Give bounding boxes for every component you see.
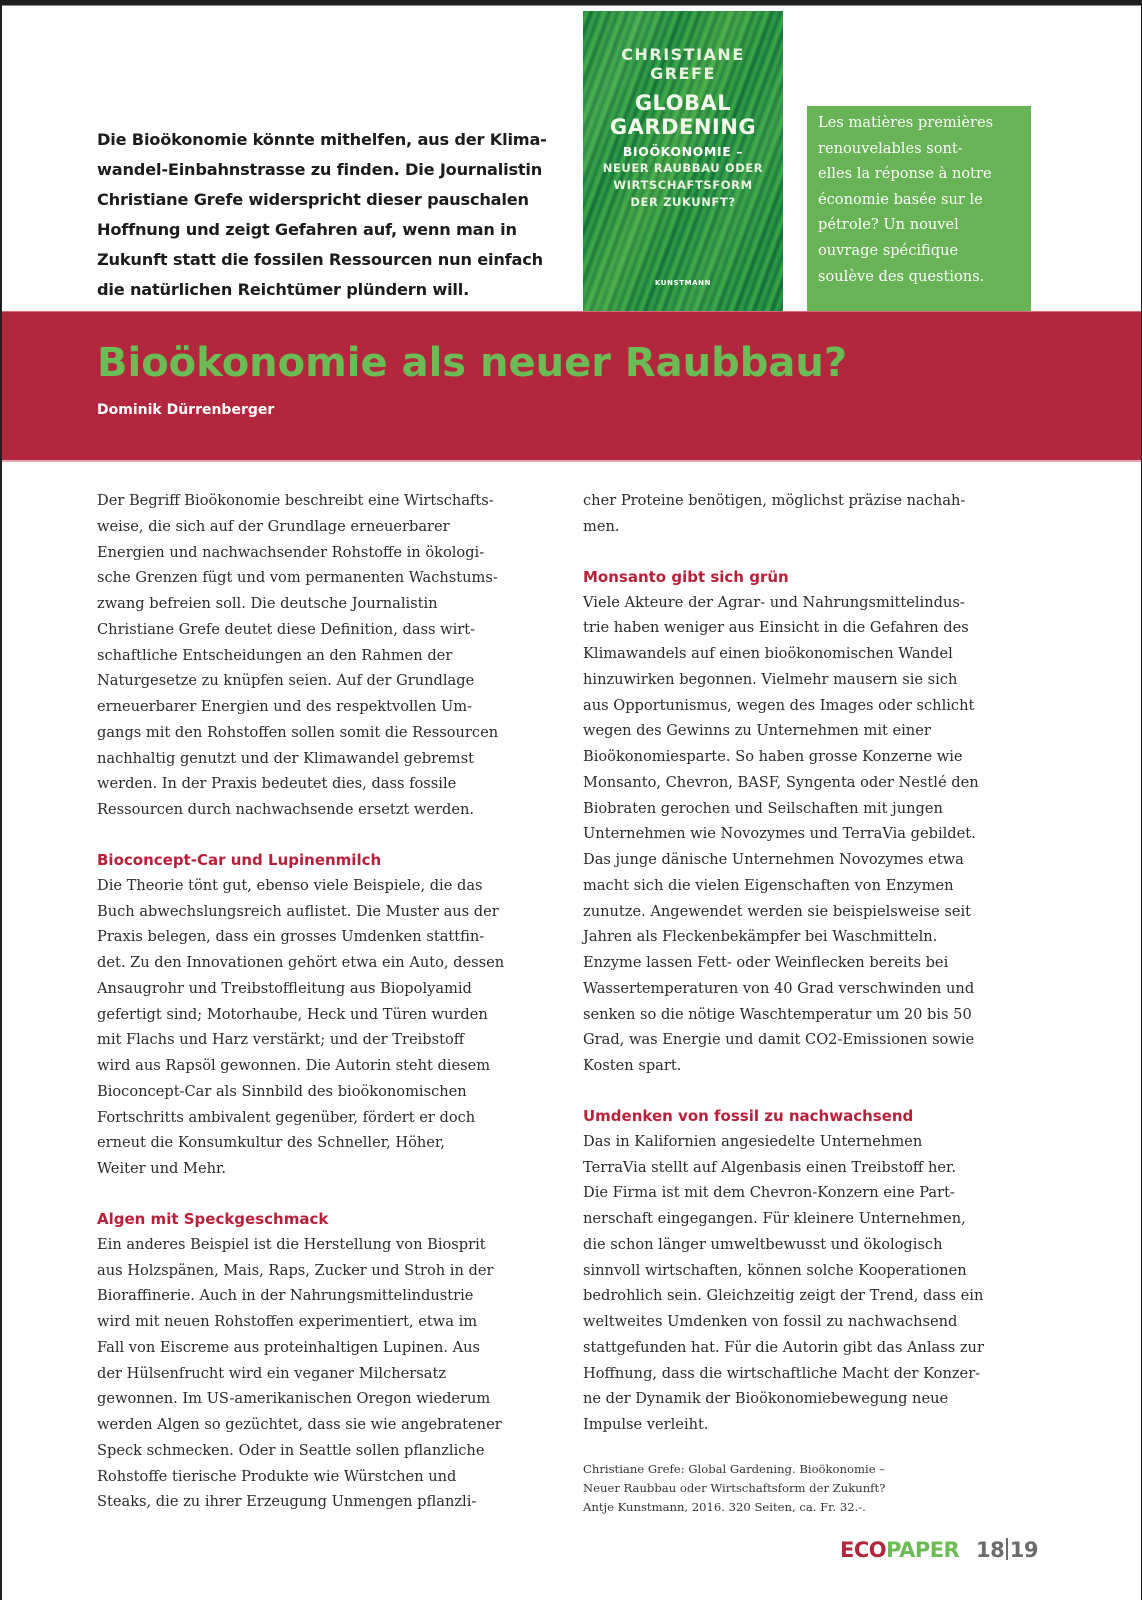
text-line: wird mit neuen Rohstoffen experimentiert, etwa im [97,1313,478,1330]
teaser-line: renouvelables sont- [818,139,963,157]
continuation-paragraph [583,488,1033,540]
text-line: sinnvoll wirtschaften, können solche Kooperationen [583,1261,967,1279]
lead-line: wandel-Einbahnstrasse zu finden. Die Journalistin [97,160,543,179]
book-cover-image [583,11,783,312]
logo-eco: ECO [840,1538,887,1562]
text-line: macht sich die vielen Eigenschaften von Enzymen [583,876,954,894]
text-line: Hoffnung, dass die wirtschaftliche Macht der Konzer- [583,1364,981,1382]
lead-line: Zukunft statt die fossilen Ressourcen nun einfach [97,250,543,269]
book-author-line: CHRISTIANE [621,45,745,64]
book-title-line: GLOBAL [634,91,732,115]
text-line: zwang befreien soll. Die deutsche Journalistin [97,595,438,612]
book-subtitle-line: NEUER RAUBBAU ODER [602,161,764,175]
lead-line: Hoffnung und zeigt Gefahren auf, wenn man in [97,220,517,239]
text-line: Das in Kalifornien angesiedelte Unternehmen [583,1132,923,1150]
text-line: Die Firma ist mit dem Chevron-Konzern eine Part- [583,1184,955,1202]
text-line: Ein anderes Beispiel ist die Herstellung von Biosprit [97,1235,486,1253]
text-line: aus Opportunismus, wegen des Images oder schlicht [583,696,975,714]
text-line: ne der Dynamik der Bioökonomiebewegung neue [583,1390,949,1408]
text-line: weise, die sich auf der Grundlage erneuerbarer [97,517,450,535]
text-line: Praxis belegen, dass ein grosses Umdenken stattfin- [97,928,485,946]
text-line: Kosten spart. [583,1057,682,1074]
text-line: erneut die Konsumkultur des Schneller, Höher, [97,1134,445,1152]
article-headline: Bioökonomie als neuer Raubbau? [97,340,848,386]
text-line: hinzuwirken begonnen. Vielmehr mausern sie sich [583,670,958,688]
book-cover-subtitle [583,143,783,211]
article-byline: Dominik Dürrenberger [97,402,275,418]
text-line: sche Grenzen fügt und vom permanenten Wachstums- [97,569,498,587]
text-line: Rohstoffe tierische Produkte wie Würstchen und [97,1467,457,1485]
text-line: Steaks, die zu ihrer Erzeugung Unmengen pflanzli- [97,1493,477,1511]
book-title-line: GARDENING [609,115,757,139]
credits-line: Neuer Raubbau oder Wirtschaftsform der Zukunft? [583,1481,886,1495]
french-teaser-box [807,106,1031,312]
text-line: Bioconcept-Car als Sinnbild des bioökonomischen [97,1082,467,1100]
text-line: Ansaugrohr und Treibstoffleitung aus Biopolyamid [97,979,472,997]
section-heading: Bioconcept-Car und Lupinenmilch [97,850,382,869]
text-line: Enzyme lassen Fett- oder Weinflecken bereits bei [583,954,949,971]
text-line: der Hülsenfrucht wird ein veganer Milchersatz [97,1364,447,1382]
text-line: Wassertemperaturen von 40 Grad verschwinden und [583,979,975,997]
text-line: det. Zu den Innovationen gehört etwa ein Auto, dessen [97,954,505,971]
section-paragraph [583,1129,1033,1438]
teaser-line: ouvrage spécifique [818,241,959,259]
teaser-line: soulève des questions. [818,267,985,285]
text-line: Monsanto, Chevron, BASF, Syngenta oder Nestlé den [583,773,979,791]
text-line: trie haben weniger aus Einsicht in die Gefahren des [583,619,969,637]
text-line: TerraVia stellt auf Algenbasis einen Treibstoff her. [583,1158,956,1176]
text-line: wegen des Gewinns zu Unternehmen mit einer [583,722,931,740]
text-line: Grad, was Energie und damit CO2-Emissionen sowie [583,1031,975,1049]
page-divider [1006,1538,1008,1560]
lead-line: Die Bioökonomie könnte mithelfen, aus der Klima- [97,130,547,149]
text-line: Energien und nachwachsender Rohstoffe in ökologi- [97,543,485,561]
lead-line: die natürlichen Reichtümer plündern will. [97,280,470,299]
text-line: stattgefunden hat. Für die Autorin gibt das Anlass zur [583,1338,984,1356]
text-line: men. [583,517,620,535]
text-line: Speck schmecken. Oder in Seattle sollen pflanzliche [97,1441,485,1459]
text-line: aus Holzspänen, Mais, Raps, Zucker und Stroh in der [97,1261,494,1279]
credits-line: Christiane Grefe: Global Gardening. Bioökonomie – [583,1462,886,1476]
text-line: werden. In der Praxis bedeutet dies, dass fossile [97,775,457,793]
book-subtitle-line: WIRTSCHAFTSFORM [613,178,753,192]
article-column-right [583,488,1033,1438]
text-line: cher Proteine benötigen, möglichst präzise nachah- [583,492,966,509]
teaser-line: Les matières premières [818,114,994,131]
text-line: Unternehmen wie Novozymes und TerraVia gebildet. [583,825,976,843]
text-line: schaftliche Entscheidungen an den Rahmen der [97,646,453,664]
book-subtitle-line: BIOÖKONOMIE – [622,144,744,159]
text-line: werden Algen so gezüchtet, dass sie wie angebratener [97,1416,502,1433]
text-line: Bioökonomiesparte. So haben grosse Konzerne wie [583,748,963,765]
section-heading: Monsanto gibt sich grün [583,567,789,586]
intro-paragraph [97,488,547,823]
text-line: senken so die nötige Waschtemperatur um 20 bis 50 [583,1005,972,1023]
section-paragraph [97,1232,547,1515]
logo-paper: PAPER [886,1538,960,1562]
article-column-left [97,488,547,1515]
text-line: erneuerbarer Energien und des respektvollen Um- [97,698,473,715]
text-line: nachhaltig genutzt und der Klimawandel gebremst [97,749,474,767]
headline-banner [2,311,1141,462]
text-line: bedrohlich sein. Gleichzeitig zeigt der Trend, dass ein [583,1287,984,1305]
text-line: die schon länger umweltbewusst und ökologisch [583,1235,943,1253]
text-line: wird aus Rapsöl gewonnen. Die Autorin steht diesem [97,1057,491,1074]
text-line: Der Begriff Bioökonomie beschreibt eine Wirtschafts- [97,492,494,509]
text-line: Fortschritts ambivalent gegenüber, fördert er doch [97,1108,476,1126]
lead-line: Christiane Grefe widerspricht dieser pauschalen [97,190,529,209]
text-line: gefertigt sind; Motorhaube, Heck und Türen wurden [97,1005,488,1023]
book-credits [583,1460,1003,1517]
text-line: zunutze. Angewendet werden sie beispielsweise seit [583,902,971,920]
page-number-right: 19 [1009,1538,1039,1562]
text-line: nerschaft eingegangen. Für kleinere Unternehmen, [583,1210,966,1227]
section-paragraph [97,873,547,1182]
page-number-left: 18 [976,1538,1005,1562]
text-line: Buch abwechslungsreich auflistet. Die Muster aus der [97,902,499,920]
text-line: Impulse verleiht. [583,1416,709,1433]
text-line: mit Flachs und Harz verstärkt; und der Treibstoff [97,1031,465,1049]
page-numbers [976,1538,1038,1562]
teaser-line: elles la réponse à notre [818,165,992,183]
text-line: gangs mit den Rohstoffen sollen somit die Ressourcen [97,723,499,741]
text-line: Jahren als Fleckenbekämpfer bei Waschmitteln. [583,928,938,946]
text-line: Biobraten gerochen und Seilschaften mit jungen [583,799,943,817]
lead-paragraph [97,125,557,305]
text-line: Ressourcen durch nachwachsende ersetzt werden. [97,801,475,818]
text-line: Das junge dänische Unternehmen Novozymes etwa [583,851,964,868]
section-heading: Algen mit Speckgeschmack [97,1209,329,1228]
text-line: Fall von Eiscreme aus proteinhaltigen Lupinen. Aus [97,1338,481,1356]
section-heading: Umdenken von fossil zu nachwachsend [583,1106,914,1125]
book-cover-title [583,91,783,139]
text-line: Christiane Grefe deutet diese Definition, dass wirt- [97,620,476,638]
text-line: Klimawandels auf einen bioökonomischen Wandel [583,645,953,662]
magazine-page [2,5,1141,1600]
footer-ecopaper-logo [840,1538,1038,1562]
text-line: weltweites Umdenken von fossil zu nachwachsend [583,1313,958,1330]
text-line: Bioraffinerie. Auch in der Nahrungsmittelindustrie [97,1287,474,1305]
teaser-line: pétrole? Un nouvel [818,216,959,234]
book-author-line: GREFE [650,64,716,83]
book-subtitle-line: DER ZUKUNFT? [630,195,736,209]
section-paragraph [583,590,1033,1079]
text-line: gewonnen. Im US-amerikanischen Oregon wiederum [97,1390,491,1408]
text-line: Viele Akteure der Agrar- und Nahrungsmittelindus- [583,593,965,611]
book-cover-author [583,45,783,83]
text-line: Naturgesetze zu knüpfen seien. Auf der Grundlage [97,672,475,690]
teaser-line: économie basée sur le [818,190,983,208]
text-line: Die Theorie tönt gut, ebenso viele Beispiele, die das [97,876,483,894]
book-cover-publisher: KUNSTMANN [654,279,712,287]
credits-line: Antje Kunstmann, 2016. 320 Seiten, ca. Fr. 32.-. [583,1500,866,1514]
text-line: Weiter und Mehr. [97,1160,226,1177]
